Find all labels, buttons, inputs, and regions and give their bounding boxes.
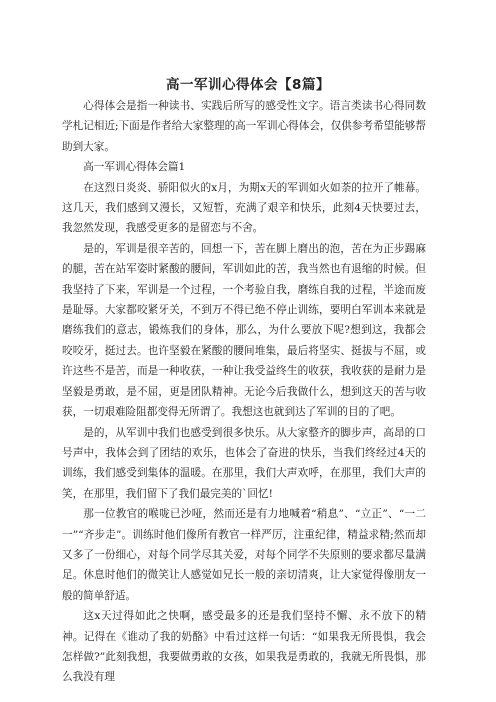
paragraph: 这x天过得如此之快啊，感受最多的还是我们坚持不懈、永不放下的精神。记得在《谁动了我的奶酪》中看过这样一句话：“如果我无所畏惧，我会怎样做?”此刻我想，我要做勇敢的女孩，如果我是勇敢的，我就无所畏惧，那么我没有理	[62, 610, 426, 684]
paragraph: 是的，从军训中我们也感受到很多快乐。从大家整齐的脚步声，高昂的口号声中，我体会到了团结的欢乐，也体会了奋进的快乐，当我们终经过4天的训练，我们感受到集体的温暖。在那里，我们大声欢呼，在那里，我们大声的笑，在那里，我们留下了我们最完美的`回忆!	[62, 426, 426, 500]
paragraph-intro: 心得体会是指一种读书、实践后所写的感受性文字。语言类读书心得同数学札记相近;下面是作者给大家整理的高一军训心得体会，仅供参考希望能够帮助到大家。	[62, 100, 426, 153]
page-title: 高一军训心得体会【8篇】	[166, 77, 330, 93]
paragraph: 在这烈日炎炎、骄阳似火的x月，为期x天的军训如火如荼的拉开了帷幕。这几天，我们感到又漫长，又短暂，充满了艰辛和快乐，此刻4天快要过去，我忽然发现，我感受更多的是留恋与不舍。	[62, 181, 426, 235]
paragraph: 是的，军训是很辛苦的，回想一下，苦在脚上磨出的泡，苦在为正步踢麻的腿，苦在站军姿时紧酸的腰间，军训如此的苦，我当然也有退缩的时候。但我坚持了下来，军训是一个过程，一个考验自我，磨练自我的过程，半途而废是耻辱。大家都咬紧牙关，不到万不得已绝不停止训练，要明白军训本来就是磨练我们的意志，锻炼我们的身体，那么，为什么要放下呢?想到这，我都会咬咬牙，挺过去。也许坚毅在紧酸的腰间堆集，最后将坚实、挺拔与不屈，或许这些不是苦，而是一种收获，一种让我受益终生的收获，我收获的是耐力是坚毅是勇敢，是不屈，更是团队精神。无论今后我做什么，想到这天的苦与收获，一切艰难险阻都变得无所谓了。我想这也就到达了军训的目的了吧。	[62, 242, 426, 419]
section-heading: 高一军训心得体会篇1	[83, 161, 186, 174]
article-body	[62, 96, 426, 688]
paragraph: 那一位教官的喉咙已沙哑，然而还是有力地喊着“稍息”、“立正”、“一二一”“齐步走”。训练时他们像所有教官一样严厉，注重纪律，精益求精;然而却又多了一份细心，对每个同学尽其关爱，对每个同学不失原则的要求都尽量满足。休息时他们的微笑让人感觉如兄长一般的亲切清爽，让大家觉得像朋友一般的简单舒适。	[62, 508, 426, 602]
